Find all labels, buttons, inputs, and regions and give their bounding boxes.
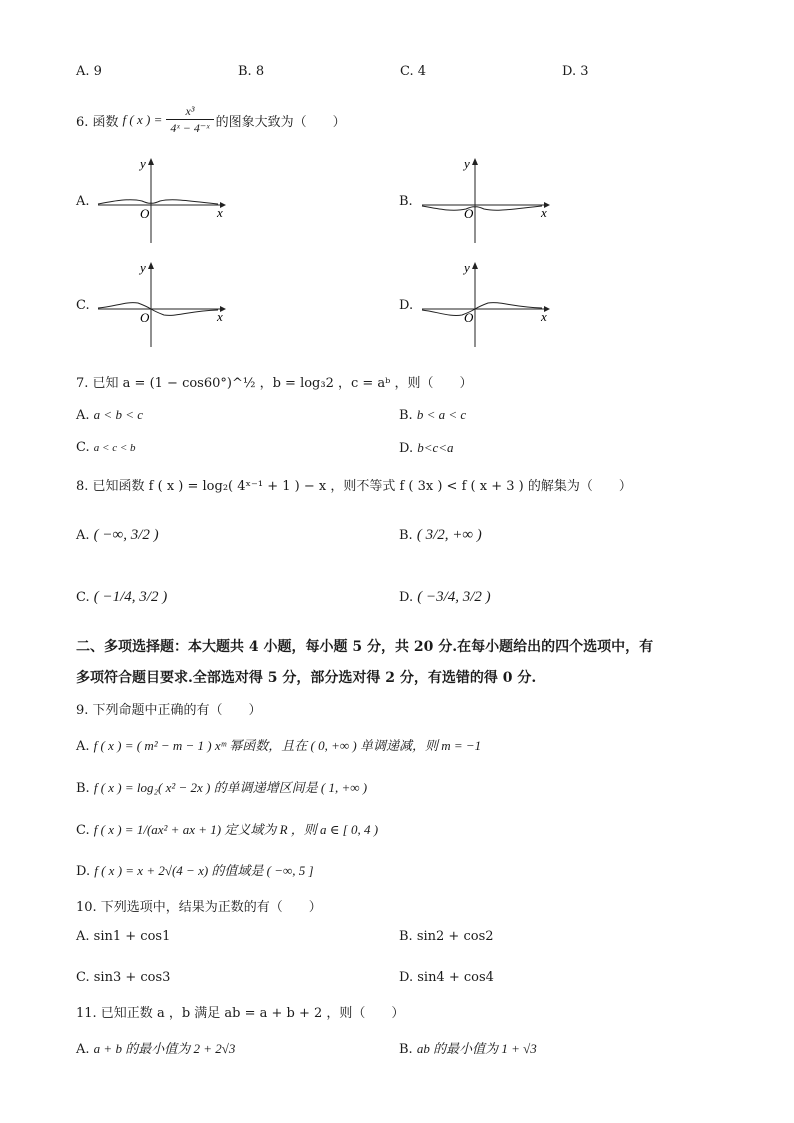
q8-stem: 8. 已知函数 f ( x ) = log₂( 4ˣ⁻¹ + 1 ) − x ，则不等式 f ( 3x ) < f ( x + 3 ) 的解集为（ ） [76, 479, 632, 494]
q7-option-a: A. a < b < c [76, 407, 143, 423]
q7-option-c: C. a < c < b [76, 440, 136, 455]
q11-stem: 11. 已知正数 a ，b 满足 ab = a + b + 2 ，则（ ） [76, 1006, 405, 1021]
y-axis-label: y [464, 156, 470, 171]
q8-option-d: D. ( −3/4, 3/2 ) [399, 589, 491, 605]
y-axis-label: y [140, 156, 146, 171]
q11-option-b: B. ab 的最小值为 1 + √3 [399, 1041, 537, 1057]
x-axis-label: x [541, 309, 547, 324]
q7-option-d: D. b<c<a [399, 440, 454, 456]
curve [98, 200, 218, 204]
q6-option-c-label: C. [76, 298, 90, 313]
y-axis-label: y [464, 260, 470, 275]
q10-option-d: D. sin4 + cos4 [399, 970, 494, 985]
q9-option-b: B. f ( x ) = log₂( x² − 2x ) 的单调递增区间是 ( 1, +∞ ) [76, 780, 368, 796]
curve [422, 206, 542, 210]
origin-label: O [464, 310, 474, 325]
q11-option-a: A. a + b 的最小值为 2 + 2√3 [76, 1041, 236, 1057]
q8-option-a: A. ( −∞, 3/2 ) [76, 527, 159, 543]
q9-option-a: A. f ( x ) = ( m² − m − 1 ) xᵐ 幂函数，且在 ( 0, +∞ ) 单调递减，则 m = −1 [76, 738, 482, 754]
q7-option-b: B. b < a < c [399, 407, 467, 423]
q5-option-b: B. 8 [238, 64, 265, 79]
q10-option-b: B. sin2 + cos2 [399, 929, 494, 944]
q6-option-b-graph [418, 155, 558, 245]
q10-option-c: C. sin3 + cos3 [76, 970, 171, 985]
q9-stem: 9. 下列命题中正确的有（ ） [76, 703, 262, 718]
q6-option-d-label: D. [399, 298, 414, 313]
origin-label: O [140, 310, 150, 325]
x-axis-label: x [541, 205, 547, 220]
q6-option-b-label: B. [399, 194, 413, 209]
q6-stem: 6. 函数 f ( x ) = $\frac{\text{x³}}{\text{4ˣ − 4⁻ˣ}}$ 的图象大致为（ ） [76, 104, 346, 135]
q5-option-d: D. 3 [562, 64, 589, 79]
q7-stem: 7. 已知 a = (1 − cos60°)^½ ，b = log₃2 ，c = aᵇ ，则（ ） [76, 376, 473, 391]
x-axis-label: x [217, 309, 223, 324]
y-axis-label: y [140, 260, 146, 275]
y-axis-arrow [148, 262, 154, 269]
q8-option-b: B. ( 3/2, +∞ ) [399, 527, 482, 543]
q6-option-c-graph [94, 259, 234, 349]
q6-option-d-graph [418, 259, 558, 349]
q6-option-a-label: A. [76, 194, 90, 209]
q5-option-a: A. 9 [76, 64, 102, 79]
origin-label: O [140, 206, 150, 221]
q10-stem: 10. 下列选项中，结果为正数的有（ ） [76, 900, 322, 915]
q6-option-a-graph [94, 155, 234, 245]
q6-fraction: $\frac{\text{x³}}{\text{4ˣ − 4⁻ˣ}}$ [166, 104, 213, 136]
y-axis-arrow [148, 158, 154, 165]
section2-heading-line2: 多项符合题目要求.全部选对得 5 分，部分选对得 2 分，有选错的得 0 分. [76, 670, 537, 686]
q9-option-c: C. f ( x ) = 1/(ax² + ax + 1) 定义域为 R ，则 a ∈ [ 0, 4 ) [76, 822, 379, 838]
section2-heading-line1: 二、多项选择题：本大题共 4 小题，每小题 5 分，共 20 分.在每小题给出的四个选项中，有 [76, 639, 654, 655]
origin-label: O [464, 206, 474, 221]
q10-option-a: A. sin1 + cos1 [76, 929, 171, 944]
q8-option-c: C. ( −1/4, 3/2 ) [76, 589, 168, 605]
q9-option-d: D. f ( x ) = x + 2√(4 − x) 的值域是 ( −∞, 5 ] [76, 863, 314, 879]
q5-option-c: C. 4 [400, 64, 427, 79]
y-axis-arrow [472, 262, 478, 269]
y-axis-arrow [472, 158, 478, 165]
x-axis-label: x [217, 205, 223, 220]
